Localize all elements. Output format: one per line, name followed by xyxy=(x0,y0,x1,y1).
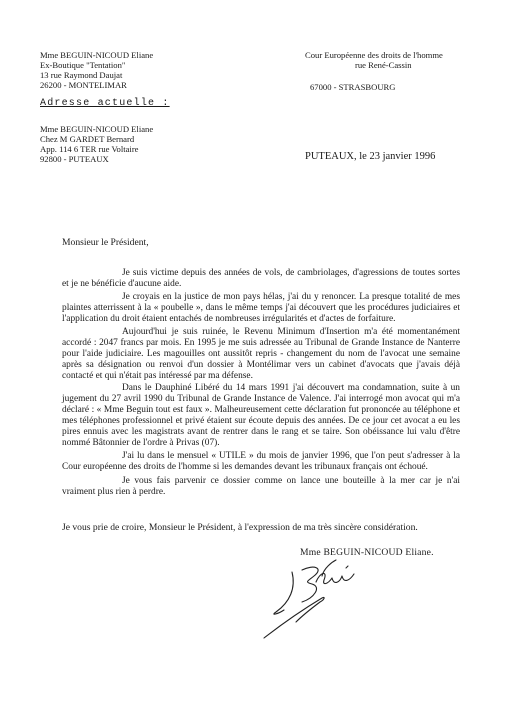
sender-address xyxy=(40,50,153,90)
place-date: PUTEAUX, le 23 janvier 1996 xyxy=(305,151,436,162)
current-address-line: Chez M GARDET Bernard xyxy=(40,134,135,144)
current-address-line: Mme BEGUIN-NICOUD Eliane xyxy=(40,124,154,134)
recipient-line: rue René-Cassin xyxy=(355,60,412,70)
signature-name: Mme BEGUIN-NICOUD Eliane. xyxy=(300,547,434,558)
paragraph-text: Je suis victime depuis des années de vols, de cambriolages, d'agressions de toutes sortes et je ne bénéficie d'aucune aide. xyxy=(62,268,460,290)
body-paragraph xyxy=(62,327,460,382)
recipient-city: 67000 - STRASBOURG xyxy=(310,82,396,92)
paragraph-text: Dans le Dauphiné Libéré du 14 mars 1991 j'ai découvert ma condamnation, suite à un jugement du 27 avril 1990 du Tribunal de Grande Instance de Valence. J'ai interrogé mon avocat qui m'a déclaré : « Mme Beguin tout est faux ». Malheureusement cette déclaration fut prononcée au téléphone et mes téléphones professionnel et privé étaient sur écoute depuis des années. De ce jour cet avocat a eu les pires ennuis avec les magistrats avant de rentrer dans le rang et se taire. Son obéissance lui valu d'être nommé Bâtonnier de l'ordre à Privas (07). xyxy=(62,383,460,449)
sender-line: Ex-Boutique "Tentation" xyxy=(40,60,126,70)
recipient-line: Cour Européenne des droits de l'homme xyxy=(305,50,443,60)
paragraph-text: J'ai lu dans le mensuel « UTILE » du mois de janvier 1996, que l'on peut s'adresser à la Cour européenne des droits de l'homme si les demandes devant les tribunaux français ont échoué. xyxy=(62,451,460,473)
paragraph-text: Je croyais en la justice de mon pays hélas, j'ai du y renoncer. La presque totalité de mes plaintes atterrissent à la « poubelle », dans le même temps j'ai découvert que les procédures judiciaires et l'application du droit étaient entachés de nombreuses irrégularités et d'actes de forfaiture. xyxy=(62,292,460,325)
sender-line: 26200 - MONTELIMAR xyxy=(40,80,127,90)
paragraph-text: Je vous fais parvenir ce dossier comme on lance une bouteille à la mer car je n'ai vraiment plus rien à perdre. xyxy=(62,476,460,498)
body-paragraph xyxy=(62,476,460,498)
current-address-line: App. 114 6 TER rue Voltaire xyxy=(40,144,139,154)
current-address xyxy=(40,124,153,164)
body-paragraph xyxy=(62,292,460,325)
paragraph-text: Aujourd'hui je suis ruinée, le Revenu Minimum d'Insertion m'a été momentanément accordé : 2047 francs par mois. En 1995 je me suis adressée au Tribunal de Grande Instance de Nanterre pour l'aide judiciaire. Les magouilles ont aussitôt repris - changement du nom de l'avocat une semaine après sa désignation ou renvoi d'un dossier à Montélimar vers un cabinet d'avocats que j'avais déjà contacté et qui n'était pas intéressé par ma défense. xyxy=(62,327,460,382)
body-paragraph xyxy=(62,383,460,450)
current-address-label: Adresse actuelle : xyxy=(40,98,170,109)
salutation: Monsieur le Président, xyxy=(62,237,149,248)
body-paragraph xyxy=(62,451,460,473)
current-address-line: 92800 - PUTEAUX xyxy=(40,154,109,164)
body-paragraph xyxy=(62,268,460,290)
sender-line: Mme BEGUIN-NICOUD Eliane xyxy=(40,50,154,60)
closing-formula: Je vous prie de croire, Monsieur le Président, à l'expression de ma très sincère considération. xyxy=(62,522,418,533)
handwritten-signature xyxy=(262,558,372,640)
sender-line: 13 rue Raymond Daujat xyxy=(40,70,123,80)
recipient-address xyxy=(305,50,443,70)
